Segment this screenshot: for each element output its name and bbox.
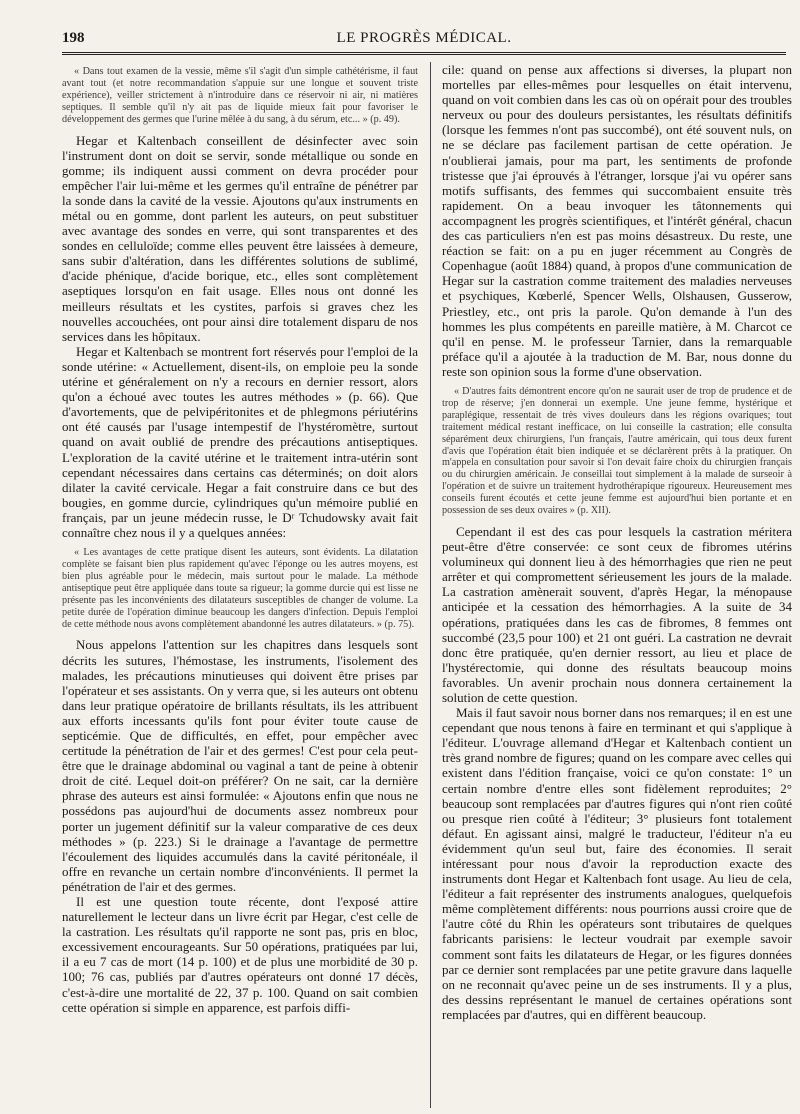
paragraph-sutures-drainage: Nous appelons l'attention sur les chapitres dans lesquels sont décrits les sutures, l'hémostase, les instruments, l'isolement des malades, les précautions minutieuses qui doivent être prises par l'opérateur et ses assistants. On y verra que, si les auteurs ont obtenu dans leur pratique opératoire de brillants résultats, ils les attribuent aux efforts incessants qu'ils font pour éviter toute cause de septicémie. Que de difficultés, en effet, pour empêcher avec certitude la pénétration de l'air et des germes! C'est pour cela peut-être que le drainage abdominal ou vaginal a tant de peine à obtenir droit de cité. Lequel doit-on préférer? On ne sait, car la dernière phrase des auteurs est ainsi formulée: « Ajoutons enfin que nous ne possédons pas aujourd'hui de documents assez nombreux pour porter un jugement définitif sur la valeur comparative de ces deux méthodes » (p. 223.) Si le drainage a l'avantage de permettre l'écoulement des liquides accumulés dans la cavité péritonéale, il offre en revanche un certain nombre d'inconvénients. Il permet la pénétration de l'air et des germes. xyxy=(62,637,418,894)
left-column xyxy=(62,62,418,1108)
paragraph-editor-remarks: Mais il faut savoir nous borner dans nos remarques; il en est une cependant que nous tenons à faire en terminant et qui s'applique à l'éditeur. L'ouvrage allemand d'Hegar et Kaltenbach contient un très grand nombre de figures; quand on les compare avec celles qui existent dans l'édition française, voici ce qu'on constate: 1° un certain nombre d'entre elles sont fidèlement reproduites; 2° beaucoup sont remplacées par d'autres figures qui n'ont rien coûté ou presque rien coûté à l'éditeur; 3° plusieurs font totalement défaut. En agissant ainsi, malgré le traducteur, l'éditeur n'a eu évidemment qu'un seul but, faire des économies. Il serait intéressant pour nous d'avoir la reproduction exacte des instruments dont Hegar et Kaltenbach font usage. Au lieu de cela, l'éditeur a fait représenter des instruments analogues, quelquefois même complètement différents: nous pourrions aussi croire que de l'autre côté du Rhin les opérateurs sont tributaires de quelques fabricants parisiens: le lecteur voudrait par exemple savoir comment sont faits les dilatateurs de Hegar, or les figures données par ce dernier sont remplacées par une petite gravure dans laquelle on ne reconnait qu'avec peine un de ses instruments. Il y a plus, des dessins représentant le manuel de certaines opérations sont remplacées par d'autres, qui en diffèrent beaucoup. xyxy=(442,705,792,1022)
quote-tarnier-observation: « D'autres faits démontrent encore qu'on ne saurait user de trop de prudence et de trop de réserve; j'en donnerai un exemple. Une jeune femme, hystérique et paraplégique, ressentait de très vives douleurs dans les régions ovariques; tout traitement médical restant inefficace, on lui conseille la castration; elle consulta séparément deux chirurgiens, l'un français, l'autre américain, qui tous deux furent d'avis que l'opération était bien indiquée et se déclarèrent prêts à la pratiquer. On m'appela en consultation pour savoir si l'on devait faire choix du chirurgien français ou du chirurgien américain. Je conseillai tout simplement à la malade de surseoir à l'opération et de suivre un traitement hydrothérapique rigoureux. Heureusement mes conseils furent écoutés et cette jeune femme est aujourd'hui bien portante et en possession de ses deux ovaires » (p. XII). xyxy=(442,385,792,517)
paragraph-castration: Il est une question toute récente, dont l'exposé attire naturellement le lecteur dans un livre écrit par Hegar, c'est celle de la castration. Les résultats qu'il rapporte ne sont pas, pris en bloc, excessivement encourageants. Sur 50 opérations, pratiquées par lui, il a eu 7 cas de mort (14 p. 100) et de plus une morbidité de 30 p. 100; 76 cas, publiés par d'autres opérateurs ont donné 17 décès, c'est-à-dire une mortalité de 22, 37 p. 100. Quand on sait combien cette opération si simple en apparence, est parfois diffi- xyxy=(62,894,418,1015)
page-number: 198 xyxy=(62,30,85,46)
journal-title: LE PROGRÈS MÉDICAL. xyxy=(336,30,512,46)
right-column xyxy=(442,62,792,1108)
page-header xyxy=(62,30,786,52)
paragraph-fibromes: Cependant il est des cas pour lesquels la castration méritera peut-être d'être conservée: ce sont ceux de fibromes utérins volumineux qui donnent lieu à des hémorrhagies que rien ne peut arrêter et qui compromettent sérieusement les jours de la malade. La castration amènerait souvent, d'après Hegar, la ménopause anticipée et la cessation des hémorrhagies. A la suite de 34 opérations, pratiquées dans les cas de fibromes, 8 femmes ont succombé (23,5 pour 100) et 21 ont guéri. La castration ne devrait donc être pratiquée, qu'en dernier ressort, au lieu et place de l'hystérectomie, qui donne des résultats beaucoup moins favorables. Un avenir prochain nous donnera certainement la solution de cette question. xyxy=(442,523,792,705)
quote-dilatation: « Les avantages de cette pratique disent les auteurs, sont évidents. La dilatation complète se faisant bien plus rapidement qu'avec l'éponge ou les autres moyens, est bien plus agréable pour le médecin, mais surtout pour le malade. La méthode antiseptique peut être appliquée dans toute sa rigueur; la gomme durcie qui est lisse ne présente pas les inconvénients des dilatateurs susceptibles de changer de volume. La petite durée de l'opération diminue beaucoup les dangers d'infection. Depuis l'emploi de cette méthode nous avons complètement abandonné les autres dilatateurs. » (p. 75). xyxy=(62,547,418,630)
column-separator xyxy=(430,62,431,1108)
paragraph-disinfection: Hegar et Kaltenbach conseillent de désinfecter avec soin l'instrument dont on doit se servir, sonde métallique ou sonde en gomme; ils indiquent aussi comment on devra procéder pour empêcher l'air lui-même et les germes qu'il entraîne de pénétrer par la sonde dans la cavité de la vessie. Ajoutons qu'aux instruments en métal ou en gomme, dont parlent les auteurs, on peut substituer avec avantage des sondes en verre, qui sont transparentes et des sondes en celluloïde; comme elles peuvent être laissées à demeure, sans subir d'altération, dans les différentes solutions de sublimé, d'acide phénique, d'acide borique, etc., elles sont complètement aseptiques lorsqu'on en fait usage. Elles nous ont donné les meilleurs résultats et les cystites, parfois si graves chez les nouvelles accouchées, ont pour ainsi dire totalement disparu de nos services dans les hôpitaux. xyxy=(62,132,418,344)
paragraph-castration-continued: cile: quand on pense aux affections si diverses, la plupart non mortelles par elles-mêmes pour lesquelles on était intervenu, quand on voit combien dans les cas où on opérait pour des troubles nerveux ou pour des douleurs persistantes, les résultats définitifs (lorsque les femmes n'ont pas succombé), ont été souvent nuls, on ne se déclare pas facilement partisan de cette opération. Je n'oublierai jamais, pour ma part, les sentiments de profonde tristesse que j'ai éprouvés à l'étranger, lorsque j'ai vu opérer sans motifs suffisants, des femmes qui succombaient ensuite très rapidement. On a beau invoquer les tâtonnements qui accompagnent les progrès scientifiques, et l'intérêt général, chacun des cas particuliers n'en est pas moins désastreux. Du reste, une réaction se fait: on a pu en juger récemment au Congrès de Copenhague (août 1884) quand, à propos d'une communication de Hegar sur la castration comme traitement des maladies nerveuses et psychiques, Kœberlé, Spencer Wells, Olshausen, Gusserow, Priestley, etc., ont pris la parole. Qu'on demande à l'un des hommes les plus compétents en pareille matière, à M. Charcot ce qu'il en pense. M. le professeur Tarnier, dans la remarquable préface qu'il a ajoutée à la traduction de M. Bar, nous donne du reste son opinion sous la forme d'une observation. xyxy=(442,62,792,379)
quote-bladder-exam: « Dans tout examen de la vessie, même s'il s'agit d'un simple cathétérisme, il faut avant tout (et notre recommandation s'appuie sur une longue et souvent triste expérience), veiller strictement à n'introduire dans ce réservoir ni air, ni matières septiques. Il semble qu'il n'y ait pas de liquide mieux fait pour favoriser le développement des germes que l'urine mêlée à du sang, à du sérum, etc... » (p. 49). xyxy=(62,66,418,125)
header-rule xyxy=(62,52,786,55)
paragraph-uterine-sound: Hegar et Kaltenbach se montrent fort réservés pour l'emploi de la sonde utérine: « Actuellement, disent-ils, on emploie peu la sonde utérine et généralement on n'y a recours en dernier ressort, alors qu'on a échoué avec toutes les autres méthodes » (p. 66). Que d'avortements, que de pelvipéritonites et de phlegmons périutérins ont été causés par l'usage intempestif de l'hystéromètre, surtout quand on avait oublié de prendre des précautions antiseptiques. L'exploration de la cavité utérine et le traitement intra-utérin sont cependant nécessaires dans certains cas déterminés; on doit alors dilater la cavité cervicale. Hegar a fait construire dans ce but des bougies, en gomme durcie, cylindriques qu'un mémoire publié en français, par un jeune médecin russe, le Dʳ Tchudowsky avait fait connaître chez nous il y a quelques années: xyxy=(62,343,418,540)
